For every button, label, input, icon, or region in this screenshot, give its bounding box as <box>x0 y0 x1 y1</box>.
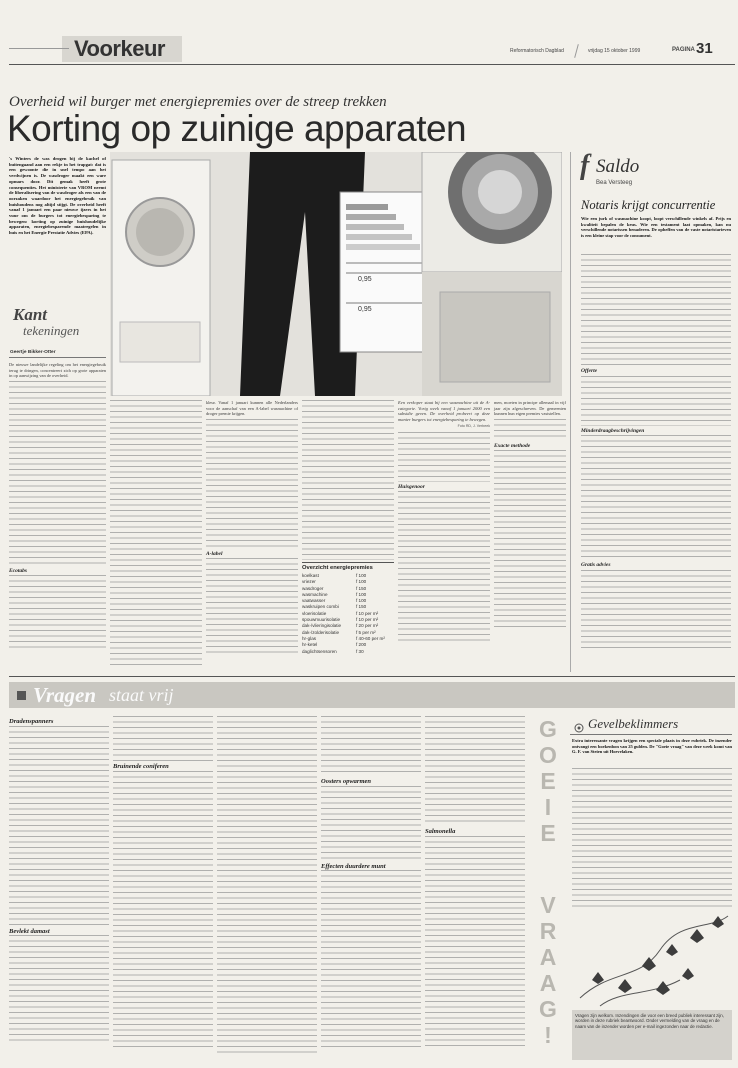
vragen-col-1 <box>9 716 109 1066</box>
article-col-6 <box>494 400 566 668</box>
col4-text <box>302 400 394 560</box>
article-headline: Korting op zuinige apparaten <box>7 108 467 149</box>
submission-info-box <box>572 1010 732 1060</box>
issue-date: vrijdag 15 oktober 1999 <box>588 48 641 54</box>
premium-item: dak-/vlieringisolatie <box>302 623 342 629</box>
vragen-col3-text <box>217 716 317 1056</box>
saldo-subhead-gratis-advies: Gratis advies <box>581 562 611 568</box>
gevelbeklimmers-rule <box>570 734 732 735</box>
col6-text-3 <box>494 450 566 628</box>
col5-text <box>398 432 490 482</box>
saldo-divider <box>570 152 571 672</box>
submission-info-text: Vragen zijn welkom. Inzendingen die voor een breed publiek interessant zijn, worden in deze rubriek beantwoord. Onder vermelding van de vraag en de naam van de inzender worden per e-mail ingezonden naar de redactie. <box>575 1013 724 1029</box>
col3-text-2 <box>206 419 298 549</box>
subhead-ecotabs: Ecotabs <box>9 567 28 574</box>
energy-label-value-1: 0,95 <box>358 276 372 283</box>
col2-text <box>110 400 202 668</box>
vragen-col-5 <box>425 716 525 1066</box>
article-photo <box>110 152 562 396</box>
saldo-body <box>581 254 731 672</box>
premium-amount: f 200 <box>356 642 367 648</box>
col3-text-3 <box>206 558 298 653</box>
col6-text: men, moeten in principe allemaal in vijf jaar zijn afgeschreven. De gemeenten kunnen hun eigen premies vaststellen. <box>494 400 566 416</box>
vragen-col4-text-2 <box>321 786 421 861</box>
saldo-text-1 <box>581 254 731 366</box>
subhead-alabel: A-label <box>206 550 223 557</box>
vragen-title-a: Vragen <box>33 683 97 707</box>
vragen-subhead-oosters: Oosters opwarmen <box>321 778 372 785</box>
pagina-label: PAGINA <box>672 47 695 53</box>
premium-amount: f 30 <box>356 648 364 654</box>
subhead-exacte-methode: Exacte methode <box>494 442 531 449</box>
vragen-subhead-dradenspanners: Dradenspanners <box>9 718 54 725</box>
col3-text: kleur. Vanaf 1 januari kunnen alle Nederlanders voor de aanschaf van een A-label wasmachine of droger premie krijgen. <box>206 400 298 416</box>
premium-item: wasdroger <box>302 585 324 591</box>
premium-item: vloerisolatie <box>302 610 327 616</box>
article-col-5 <box>398 400 490 668</box>
vragen-col-2 <box>113 716 213 1066</box>
premiums-table-title: Overzicht energiepremies <box>302 565 373 571</box>
article-col-4 <box>302 400 394 560</box>
article-col-2 <box>110 400 202 668</box>
premium-item: vaatwasser <box>302 598 326 604</box>
col1-text-2 <box>9 575 106 650</box>
premium-item: dak-/zolderisolatie <box>302 629 340 635</box>
photo-caption: Een verkoper staat bij een wasmachine uit de A-categorie. Vorig week vanaf 1 januari 2000 een subsidie geven. De overheid probeert op deze manier burgers tot energiebesparing te bewegen. <box>398 400 490 422</box>
goeie-vraag-vertical <box>530 716 566 1062</box>
vragen-bullet <box>17 691 26 700</box>
premium-item: hr-ketel <box>302 642 318 648</box>
saldo-text-4 <box>581 570 731 650</box>
section-title: Voorkeur <box>74 36 165 61</box>
vraag-letter-2: R <box>539 918 557 944</box>
premium-item: wasmachine <box>302 591 328 597</box>
col1-intro: De nieuwe landelijke regeling om het energiegebruik terug te dringen, concentreert zich op grote apparaten in op aanwijzing van de overheid. <box>9 362 106 378</box>
kanttekeningen-logo <box>9 305 106 349</box>
photo-illustration <box>110 152 562 396</box>
saldo-title: Saldo <box>596 156 640 177</box>
article-col-1 <box>9 362 106 667</box>
saldo-headline: Notaris krijgt concurrentie <box>581 198 716 212</box>
kanttekeningen-title-a: Kant <box>13 305 48 324</box>
col5-text-2 <box>398 491 490 641</box>
byline-rule <box>9 357 106 358</box>
goeie-letter-5: E <box>540 820 556 846</box>
saldo-subhead-minderdraag: Minderdraagbeschrijvingen <box>581 427 645 434</box>
vragen-col2-text <box>113 716 213 761</box>
goeie-vertical-letters <box>536 716 560 846</box>
goeie-letter-4: I <box>544 794 552 820</box>
premium-row <box>302 649 394 655</box>
vragen-col1-text <box>9 726 109 926</box>
premium-amount: f 20 per m² <box>356 623 379 629</box>
page-number: 31 <box>696 40 713 57</box>
gevelbeklimmers-title: Gevelbeklimmers <box>588 716 679 731</box>
premium-amount: f 100 <box>356 579 367 585</box>
gevelbeklimmers-intro: Extra interessante vragen krijgen een speciale plaats in deze rubriek. De inzender ontvangt een boekenbon van 25 gulden. De "Goeie vraag" van deze week komt van G. F. van Steien uit Hoevelaken. <box>572 738 732 754</box>
goeie-letter-3: E <box>540 768 556 794</box>
saldo-text-2 <box>581 376 731 426</box>
vragen-col2-text-2 <box>113 771 213 1051</box>
col6-text-2 <box>494 419 566 441</box>
premiums-table-body <box>302 573 394 655</box>
saldo-intro: Wie een jurk of wasmachine koopt, loopt verschillende winkels af. Prijs en kwaliteit bepalen de keus. Wie een testament laat opmaken, kan nu verschillende notarissen benaderen. De opheffen van de vaste notaristarieven is een kleine stap voor de consument. <box>581 216 731 238</box>
premium-item: waskruipen combi <box>302 604 339 610</box>
premium-item: spouwmuurisolatie <box>302 617 341 623</box>
kanttekeningen-title-b: tekeningen <box>23 323 80 338</box>
premium-amount: f 100 <box>356 591 367 597</box>
vragen-col1-text-2 <box>9 935 109 1045</box>
gevelbeklimmers-body <box>572 768 732 908</box>
premium-amount: f 10 per m² <box>356 610 379 616</box>
vragen-subhead-bruinende-coniferen: Bruinende coniferen <box>113 763 169 770</box>
premium-item: vriezer <box>302 579 316 585</box>
saldo-text-3 <box>581 435 731 560</box>
vragen-col5-text-2 <box>425 836 525 1046</box>
col1-text <box>9 381 106 566</box>
vragen-banner <box>9 682 735 708</box>
gevelbeklimmers-text <box>572 768 732 908</box>
vragen-col-3 <box>217 716 317 1066</box>
article-kicker: Overheid wil burger met energiepremies over de streep trekken <box>9 94 387 110</box>
premium-amount: f 150 <box>356 585 367 591</box>
premium-item: hr-glas <box>302 635 317 641</box>
saldo-logo <box>580 150 730 194</box>
page-header <box>0 0 738 70</box>
vraag-letter-6: ! <box>544 1022 552 1048</box>
ivy-illustration <box>570 910 732 1008</box>
vragen-col5-text <box>425 716 525 826</box>
premium-amount: f 150 <box>356 604 367 610</box>
vragen-col4-text-3 <box>321 870 421 1050</box>
byline: Geertje Bikker-Otter <box>10 350 56 355</box>
article-lead: 's Winters de was drogen bij de kachel of buitengaand aan een rekje in het trapgat: dat is een gewoonte die in snel tempo aan het verdwijnen is. De wasdroger maakt een ware opmars door. Dit gemak heeft grote consequenties. Het ministerie van VROM neemt de liberalisering van de wasdroger als een van de oorzaken waardoor het energiegebruik van huishoudens nog altijd stijgt. De overheid heeft vanaf 1 januari een paar nieuwe ijzers in het vuur om de burgers tot energiebesparing te bewegen: korting op zuinige huishoudelijke apparaten, energiebesparende maatregelen in huis en het Energie Prestatie Advies (EPA). <box>9 156 106 236</box>
premium-amount: f 5 per m² <box>356 629 376 635</box>
premium-item: koelkast <box>302 573 319 578</box>
premiums-table <box>302 562 394 668</box>
header-rule <box>9 64 735 65</box>
vragen-subhead-effecten: Effecten duurdere munt <box>321 862 386 870</box>
energy-label-value-2: 0,95 <box>358 306 372 313</box>
gevelbeklimmers-logo <box>570 716 732 736</box>
vraag-letter-3: A <box>539 944 557 970</box>
paper-name: Reformatorisch Dagblad <box>510 48 564 54</box>
vraag-letter-1: V <box>540 892 556 918</box>
vraag-letter-5: G <box>539 996 557 1022</box>
goeie-letter-1: G <box>539 716 557 742</box>
vragen-col4-text <box>321 716 421 776</box>
goeie-letter-2: O <box>539 742 557 768</box>
subhead-huisgenoor: Huisgenoor <box>398 483 425 490</box>
header-divider <box>574 44 579 58</box>
header-rule-left <box>9 48 69 49</box>
saldo-subhead-offerte: Offerte <box>581 368 598 374</box>
vragen-subhead-salmonella: Salmonella <box>425 828 456 835</box>
saldo-author: Bea Versteeg <box>596 180 633 186</box>
premium-amount: f 10 per m² <box>356 617 379 623</box>
premium-item: daglichtsensoren <box>302 648 337 654</box>
premium-amount: f 100 <box>356 573 367 578</box>
vragen-title-b: staat vrij <box>109 685 174 705</box>
vraag-vertical-letters <box>536 892 560 1048</box>
photo-credit: Foto RD, J. Verbeek <box>457 424 490 428</box>
saldo-f-icon: f <box>580 150 590 181</box>
premium-amount: f 100 <box>356 598 367 604</box>
vragen-subhead-bevlekt-damast: Bevlekt damast <box>9 927 50 935</box>
article-col-3 <box>206 400 298 668</box>
vragen-col-4 <box>321 716 421 1066</box>
flower-icon <box>574 720 584 730</box>
vraag-letter-4: A <box>539 970 557 996</box>
vragen-rule <box>9 676 735 677</box>
premium-amount: f 40-60 per m² <box>356 635 385 641</box>
